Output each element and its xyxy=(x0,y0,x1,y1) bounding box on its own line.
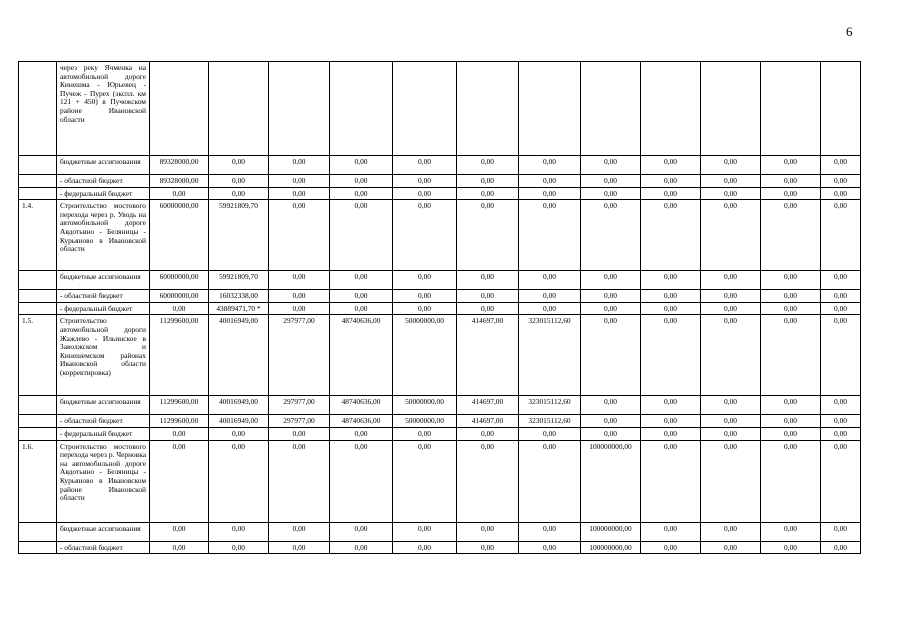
value-cell: 60000000,00 xyxy=(150,271,209,290)
value-cell: 0,00 xyxy=(761,187,821,200)
table-row xyxy=(19,302,861,315)
row-label-cell: - областной бюджет xyxy=(57,175,150,188)
value-cell: 323015112,60 xyxy=(519,415,581,428)
row-number-cell xyxy=(19,271,57,290)
value-cell: 0,00 xyxy=(821,156,861,175)
value-cell: 0,00 xyxy=(150,440,209,522)
value-cell: 0,00 xyxy=(457,427,519,440)
row-label-cell: - областной бюджет xyxy=(57,290,150,303)
value-cell: 0,00 xyxy=(701,541,761,554)
value-cell: 0,00 xyxy=(821,315,861,396)
value-cell: 48740636,00 xyxy=(330,315,393,396)
value-cell: 0,00 xyxy=(761,290,821,303)
value-cell: 0,00 xyxy=(701,156,761,175)
row-label-cell: Строительство мостового перехода через р. Уводь на автомобильной дороге Авдотьино - Беляницы - Курьяново в Ивановской области xyxy=(57,200,150,271)
value-cell: 59921809,70 xyxy=(209,200,269,271)
value-cell: 0,00 xyxy=(330,541,393,554)
row-label-cell: бюджетные ассигнования xyxy=(57,396,150,415)
value-cell xyxy=(641,62,701,156)
value-cell: 0,00 xyxy=(457,271,519,290)
value-cell: 100000000,00 xyxy=(581,522,641,541)
value-cell: 0,00 xyxy=(209,541,269,554)
value-cell: 414697,00 xyxy=(457,396,519,415)
value-cell: 0,00 xyxy=(821,200,861,271)
table-row xyxy=(19,427,861,440)
value-cell: 50000000,00 xyxy=(393,396,457,415)
value-cell: 0,00 xyxy=(393,200,457,271)
value-cell: 0,00 xyxy=(393,541,457,554)
value-cell: 50000000,00 xyxy=(393,315,457,396)
value-cell: 0,00 xyxy=(701,427,761,440)
value-cell xyxy=(821,62,861,156)
value-cell: 0,00 xyxy=(393,156,457,175)
table-row xyxy=(19,156,861,175)
value-cell xyxy=(330,62,393,156)
value-cell: 0,00 xyxy=(393,175,457,188)
value-cell: 0,00 xyxy=(581,290,641,303)
value-cell: 0,00 xyxy=(761,271,821,290)
value-cell: 0,00 xyxy=(641,175,701,188)
value-cell: 0,00 xyxy=(269,440,330,522)
value-cell: 297977,00 xyxy=(269,396,330,415)
value-cell: 0,00 xyxy=(641,541,701,554)
row-number-cell xyxy=(19,156,57,175)
value-cell: 48740636,00 xyxy=(330,415,393,428)
page-number: 6 xyxy=(846,24,853,39)
value-cell: 0,00 xyxy=(761,541,821,554)
value-cell: 0,00 xyxy=(701,522,761,541)
value-cell: 0,00 xyxy=(393,187,457,200)
value-cell: 0,00 xyxy=(641,427,701,440)
row-number-cell xyxy=(19,62,57,156)
value-cell: 0,00 xyxy=(701,415,761,428)
row-number-cell xyxy=(19,427,57,440)
value-cell: 40016949,00 xyxy=(209,315,269,396)
value-cell: 0,00 xyxy=(641,290,701,303)
value-cell: 0,00 xyxy=(761,302,821,315)
value-cell: 0,00 xyxy=(457,440,519,522)
value-cell: 0,00 xyxy=(821,396,861,415)
value-cell: 0,00 xyxy=(701,290,761,303)
value-cell: 0,00 xyxy=(209,175,269,188)
value-cell: 0,00 xyxy=(701,271,761,290)
value-cell: 0,00 xyxy=(269,302,330,315)
value-cell: 100000000,00 xyxy=(581,440,641,522)
value-cell: 43889471,70 * xyxy=(209,302,269,315)
row-label-cell: бюджетные ассигнования xyxy=(57,156,150,175)
value-cell: 0,00 xyxy=(761,415,821,428)
value-cell: 0,00 xyxy=(457,187,519,200)
value-cell xyxy=(457,62,519,156)
value-cell: 11299600,00 xyxy=(150,396,209,415)
value-cell: 0,00 xyxy=(581,396,641,415)
value-cell: 0,00 xyxy=(150,427,209,440)
value-cell: 0,00 xyxy=(701,175,761,188)
value-cell: 89328000,00 xyxy=(150,175,209,188)
value-cell: 0,00 xyxy=(641,440,701,522)
value-cell: 60000000,00 xyxy=(150,200,209,271)
value-cell: 0,00 xyxy=(701,200,761,271)
value-cell: 48740636,00 xyxy=(330,396,393,415)
value-cell: 0,00 xyxy=(761,156,821,175)
value-cell: 0,00 xyxy=(457,175,519,188)
row-label-cell: бюджетные ассигнования xyxy=(57,271,150,290)
value-cell: 0,00 xyxy=(641,522,701,541)
value-cell: 0,00 xyxy=(330,200,393,271)
value-cell: 0,00 xyxy=(330,440,393,522)
value-cell: 50000000,00 xyxy=(393,415,457,428)
value-cell: 0,00 xyxy=(519,427,581,440)
value-cell: 297977,00 xyxy=(269,315,330,396)
value-cell: 414697,00 xyxy=(457,415,519,428)
value-cell: 0,00 xyxy=(393,427,457,440)
value-cell: 0,00 xyxy=(641,415,701,428)
row-number-cell xyxy=(19,522,57,541)
value-cell: 0,00 xyxy=(761,315,821,396)
value-cell: 0,00 xyxy=(150,541,209,554)
value-cell: 0,00 xyxy=(821,302,861,315)
table-row xyxy=(19,271,861,290)
row-number-cell: 1.5. xyxy=(19,315,57,396)
value-cell: 0,00 xyxy=(641,315,701,396)
table-row xyxy=(19,187,861,200)
row-number-cell xyxy=(19,415,57,428)
value-cell: 0,00 xyxy=(269,522,330,541)
value-cell: 0,00 xyxy=(519,156,581,175)
row-label-cell: - областной бюджет xyxy=(57,415,150,428)
value-cell: 0,00 xyxy=(519,200,581,271)
value-cell: 0,00 xyxy=(330,290,393,303)
table-row xyxy=(19,175,861,188)
value-cell: 0,00 xyxy=(821,427,861,440)
value-cell: 0,00 xyxy=(457,302,519,315)
value-cell: 0,00 xyxy=(269,200,330,271)
table-row xyxy=(19,541,861,554)
value-cell: 0,00 xyxy=(519,440,581,522)
budget-table xyxy=(18,61,861,554)
value-cell: 0,00 xyxy=(821,541,861,554)
table-row xyxy=(19,522,861,541)
value-cell xyxy=(269,62,330,156)
value-cell: 0,00 xyxy=(150,187,209,200)
table-row xyxy=(19,440,861,522)
table-row xyxy=(19,62,861,156)
value-cell: 0,00 xyxy=(457,200,519,271)
row-number-cell xyxy=(19,541,57,554)
value-cell: 0,00 xyxy=(519,290,581,303)
value-cell xyxy=(519,62,581,156)
value-cell: 0,00 xyxy=(761,200,821,271)
table-row xyxy=(19,290,861,303)
value-cell: 16032338,00 xyxy=(209,290,269,303)
value-cell: 0,00 xyxy=(330,427,393,440)
value-cell: 0,00 xyxy=(701,187,761,200)
row-number-cell: 1.4. xyxy=(19,200,57,271)
value-cell: 0,00 xyxy=(269,271,330,290)
row-number-cell xyxy=(19,302,57,315)
value-cell: 0,00 xyxy=(330,175,393,188)
value-cell: 0,00 xyxy=(209,187,269,200)
value-cell: 0,00 xyxy=(761,396,821,415)
value-cell: 0,00 xyxy=(393,440,457,522)
value-cell: 0,00 xyxy=(457,522,519,541)
value-cell: 0,00 xyxy=(150,302,209,315)
value-cell xyxy=(150,62,209,156)
value-cell: 0,00 xyxy=(581,156,641,175)
value-cell: 0,00 xyxy=(269,427,330,440)
value-cell: 0,00 xyxy=(581,175,641,188)
value-cell: 89328000,00 xyxy=(150,156,209,175)
value-cell: 0,00 xyxy=(209,522,269,541)
row-label-cell: - федеральный бюджет xyxy=(57,302,150,315)
row-number-cell: 1.6. xyxy=(19,440,57,522)
row-label-cell: Строительство автомобильной дороги Жажлево - Ильинское в Заволжском и Кинешемском районах Ивановской области (корректировка) xyxy=(57,315,150,396)
value-cell: 0,00 xyxy=(393,302,457,315)
value-cell: 100000000,00 xyxy=(581,541,641,554)
value-cell: 0,00 xyxy=(457,541,519,554)
value-cell: 0,00 xyxy=(269,541,330,554)
value-cell: 0,00 xyxy=(519,175,581,188)
value-cell: 0,00 xyxy=(393,271,457,290)
value-cell xyxy=(209,62,269,156)
value-cell: 0,00 xyxy=(209,427,269,440)
value-cell: 11299600,00 xyxy=(150,415,209,428)
table-row xyxy=(19,315,861,396)
value-cell: 414697,00 xyxy=(457,315,519,396)
value-cell: 0,00 xyxy=(209,156,269,175)
value-cell: 0,00 xyxy=(581,427,641,440)
row-label-cell: бюджетные ассигнования xyxy=(57,522,150,541)
value-cell xyxy=(701,62,761,156)
value-cell: 0,00 xyxy=(821,290,861,303)
value-cell: 0,00 xyxy=(457,156,519,175)
value-cell: 0,00 xyxy=(581,271,641,290)
value-cell: 0,00 xyxy=(269,156,330,175)
value-cell: 0,00 xyxy=(519,271,581,290)
value-cell: 0,00 xyxy=(761,175,821,188)
value-cell: 0,00 xyxy=(641,187,701,200)
value-cell xyxy=(761,62,821,156)
value-cell: 0,00 xyxy=(821,187,861,200)
row-number-cell xyxy=(19,290,57,303)
value-cell: 0,00 xyxy=(330,302,393,315)
value-cell: 40016949,00 xyxy=(209,396,269,415)
value-cell: 0,00 xyxy=(701,440,761,522)
value-cell: 0,00 xyxy=(457,290,519,303)
value-cell: 0,00 xyxy=(269,187,330,200)
row-number-cell xyxy=(19,175,57,188)
value-cell: 0,00 xyxy=(641,396,701,415)
value-cell: 0,00 xyxy=(641,271,701,290)
value-cell: 0,00 xyxy=(641,302,701,315)
value-cell: 0,00 xyxy=(821,522,861,541)
value-cell: 0,00 xyxy=(330,156,393,175)
value-cell: 0,00 xyxy=(519,187,581,200)
value-cell: 0,00 xyxy=(393,522,457,541)
row-label-cell: - областной бюджет xyxy=(57,541,150,554)
value-cell: 297977,00 xyxy=(269,415,330,428)
value-cell: 59921809,70 xyxy=(209,271,269,290)
value-cell: 0,00 xyxy=(209,440,269,522)
value-cell: 0,00 xyxy=(393,290,457,303)
value-cell: 323015112,60 xyxy=(519,315,581,396)
value-cell: 0,00 xyxy=(761,440,821,522)
row-label-cell: Строительство мостового перехода через р. Черновка на автомобильной дороге Авдотьино - Беляницы - Курьяново в Ивановском районе Ивановской области xyxy=(57,440,150,522)
value-cell: 0,00 xyxy=(641,156,701,175)
value-cell: 0,00 xyxy=(519,541,581,554)
value-cell: 0,00 xyxy=(269,290,330,303)
value-cell: 60000000,00 xyxy=(150,290,209,303)
table-row xyxy=(19,396,861,415)
value-cell: 0,00 xyxy=(821,175,861,188)
value-cell: 0,00 xyxy=(761,427,821,440)
row-label-cell: через реку Ячменка на автомобильной дороге Кинешма - Юрьевец - Пучеж - Пурех (экспл. км 121 + 450) в Пучежском районе Ивановской области xyxy=(57,62,150,156)
row-label-cell: - федеральный бюджет xyxy=(57,187,150,200)
value-cell: 0,00 xyxy=(150,522,209,541)
value-cell: 0,00 xyxy=(701,396,761,415)
value-cell: 0,00 xyxy=(330,522,393,541)
row-number-cell xyxy=(19,187,57,200)
value-cell: 0,00 xyxy=(581,200,641,271)
value-cell xyxy=(393,62,457,156)
value-cell: 0,00 xyxy=(821,415,861,428)
value-cell: 40016949,00 xyxy=(209,415,269,428)
value-cell: 0,00 xyxy=(701,302,761,315)
value-cell: 0,00 xyxy=(581,315,641,396)
value-cell: 0,00 xyxy=(581,415,641,428)
row-number-cell xyxy=(19,396,57,415)
value-cell: 0,00 xyxy=(269,175,330,188)
value-cell: 0,00 xyxy=(519,522,581,541)
value-cell: 0,00 xyxy=(581,302,641,315)
value-cell: 0,00 xyxy=(330,187,393,200)
value-cell: 11299600,00 xyxy=(150,315,209,396)
value-cell: 0,00 xyxy=(519,302,581,315)
value-cell: 0,00 xyxy=(761,522,821,541)
value-cell xyxy=(581,62,641,156)
table-row xyxy=(19,200,861,271)
value-cell: 0,00 xyxy=(581,187,641,200)
budget-table-body xyxy=(19,62,861,554)
value-cell: 0,00 xyxy=(701,315,761,396)
value-cell: 323015112,60 xyxy=(519,396,581,415)
value-cell: 0,00 xyxy=(330,271,393,290)
value-cell: 0,00 xyxy=(821,271,861,290)
value-cell: 0,00 xyxy=(821,440,861,522)
row-label-cell: - федеральный бюджет xyxy=(57,427,150,440)
value-cell: 0,00 xyxy=(641,200,701,271)
table-row xyxy=(19,415,861,428)
